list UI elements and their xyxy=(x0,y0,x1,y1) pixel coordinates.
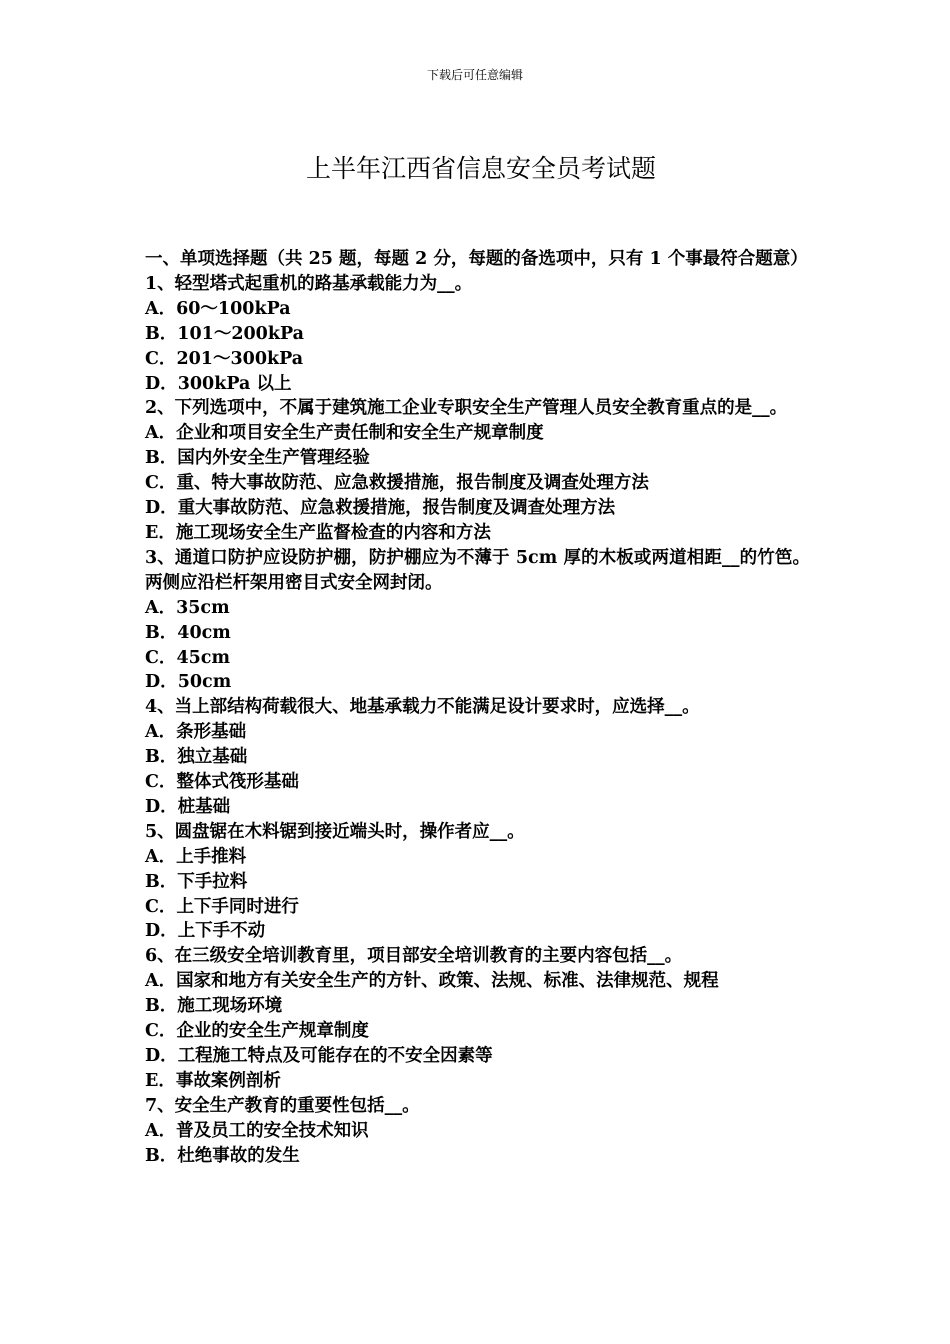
option-text: 施工现场安全生产监督检查的内容和方法 xyxy=(175,522,491,543)
option-a xyxy=(145,596,810,621)
question-5 xyxy=(145,820,810,945)
option-letter: D． xyxy=(145,672,178,693)
option-text: 施工现场环境 xyxy=(177,996,283,1017)
option-letter: C． xyxy=(145,896,177,917)
option-a xyxy=(145,720,810,745)
option-letter: D． xyxy=(145,796,178,817)
option-text: 300kPa 以上 xyxy=(177,373,292,394)
option-text: 杜绝事故的发生 xyxy=(177,1145,300,1166)
option-text: 40cm xyxy=(177,622,231,643)
option-letter: C． xyxy=(145,647,177,668)
option-text: 国家和地方有关安全生产的方针、政策、法规、标准、法律规范、规程 xyxy=(176,971,719,992)
question-text: 1、轻型塔式起重机的路基承载能力为__。 xyxy=(145,273,473,294)
option-c xyxy=(145,770,810,795)
option-letter: D． xyxy=(145,373,178,394)
option-b xyxy=(145,621,810,646)
option-letter: B． xyxy=(145,996,178,1017)
header-note: 下载后可任意编辑 xyxy=(426,68,523,82)
option-text: 上下手同时进行 xyxy=(176,896,299,917)
option-b xyxy=(145,994,810,1019)
question-1 xyxy=(145,272,810,397)
question-text: 6、在三级安全培训教育里，项目部安全培训教育的主要内容包括__。 xyxy=(145,946,683,967)
option-text: 企业的安全生产规章制度 xyxy=(176,1021,369,1042)
question-7 xyxy=(145,1094,810,1169)
option-text: 下手拉料 xyxy=(177,871,248,892)
option-letter: C． xyxy=(145,1021,177,1042)
option-letter: B． xyxy=(145,747,178,768)
question-text: 4、当上部结构荷载很大、地基承载力不能满足设计要求时，应选择__。 xyxy=(145,697,700,718)
option-d xyxy=(145,795,810,820)
option-text: 条形基础 xyxy=(176,722,247,743)
option-d xyxy=(145,919,810,944)
question-4 xyxy=(145,695,810,820)
option-b xyxy=(145,870,810,895)
option-letter: B． xyxy=(145,871,178,892)
question-text: 5、圆盘锯在木料锯到接近端头时，操作者应__。 xyxy=(145,821,525,842)
option-letter: A． xyxy=(145,722,177,743)
question-text: 3、通道口防护应设防护棚，防护棚应为不薄于 5cm 厚的木板或两道相距__的竹笆。两侧应沿栏杆架用密目式安全网封闭。 xyxy=(145,547,810,593)
option-letter: A． xyxy=(145,423,177,444)
question-2 xyxy=(145,396,810,545)
option-text: 50cm xyxy=(177,672,232,693)
option-d xyxy=(145,496,810,521)
option-text: 201～300kPa xyxy=(176,348,304,369)
option-letter: A． xyxy=(145,1120,177,1141)
page-title: 上半年江西省信息安全员考试题 xyxy=(305,154,656,183)
option-c xyxy=(145,895,810,920)
option-text: 上下手不动 xyxy=(177,921,266,942)
option-e xyxy=(145,521,810,546)
question-6 xyxy=(145,944,810,1093)
option-d xyxy=(145,670,810,695)
question-3 xyxy=(145,546,810,695)
option-c xyxy=(145,1019,810,1044)
option-text: 国内外安全生产管理经验 xyxy=(177,448,370,469)
option-text: 整体式筏形基础 xyxy=(176,772,299,793)
option-text: 上手推料 xyxy=(176,846,247,867)
option-a xyxy=(145,421,810,446)
option-text: 60～100kPa xyxy=(176,298,291,319)
option-letter: E． xyxy=(145,522,176,543)
question-text: 7、安全生产教育的重要性包括__。 xyxy=(145,1095,420,1116)
option-a xyxy=(145,969,810,994)
option-b xyxy=(145,322,810,347)
option-letter: A． xyxy=(145,298,177,319)
option-a xyxy=(145,297,810,322)
option-letter: D． xyxy=(145,1046,178,1066)
option-text: 普及员工的安全技术知识 xyxy=(176,1120,369,1141)
option-text: 桩基础 xyxy=(177,796,231,817)
option-d xyxy=(145,1044,810,1069)
option-text: 45cm xyxy=(176,647,230,668)
option-letter: C． xyxy=(145,772,177,793)
option-text: 重大事故防范、应急救援措施，报告制度及调查处理方法 xyxy=(177,498,616,519)
option-text: 101～200kPa xyxy=(177,323,305,344)
option-text: 独立基础 xyxy=(177,747,248,768)
option-letter: C． xyxy=(145,473,177,494)
question-text: 2、下列选项中，不属于建筑施工企业专职安全生产管理人员安全教育重点的是__。 xyxy=(145,398,788,419)
option-e xyxy=(145,1069,810,1094)
option-c xyxy=(145,471,810,496)
section-heading: 一、单项选择题（共 25 题，每题 2 分，每题的备选项中，只有 1 个事最符合题意） xyxy=(145,249,808,269)
option-letter: B． xyxy=(145,622,178,643)
option-b xyxy=(145,446,810,471)
option-letter: B． xyxy=(145,323,178,344)
option-b xyxy=(145,745,810,770)
option-text: 重、特大事故防范、应急救援措施，报告制度及调查处理方法 xyxy=(176,473,649,494)
option-text: 企业和项目安全生产责任制和安全生产规章制度 xyxy=(176,423,544,444)
option-letter: A． xyxy=(145,597,177,618)
option-text: 工程施工特点及可能存在的不安全因素等 xyxy=(177,1046,493,1066)
option-a xyxy=(145,1119,810,1144)
option-letter: B． xyxy=(145,448,178,469)
option-letter: B． xyxy=(145,1145,178,1166)
option-b xyxy=(145,1144,810,1169)
option-a xyxy=(145,845,810,870)
option-c xyxy=(145,646,810,671)
option-letter: A． xyxy=(145,971,177,992)
option-letter: D． xyxy=(145,498,178,519)
option-d xyxy=(145,372,810,397)
option-letter: A． xyxy=(145,846,177,867)
exam-content xyxy=(145,247,810,1169)
option-letter: E． xyxy=(145,1070,176,1091)
option-text: 35cm xyxy=(176,597,230,618)
option-letter: C． xyxy=(145,348,177,369)
option-c xyxy=(145,347,810,372)
option-text: 事故案例剖析 xyxy=(175,1070,281,1091)
option-letter: D． xyxy=(145,921,178,942)
